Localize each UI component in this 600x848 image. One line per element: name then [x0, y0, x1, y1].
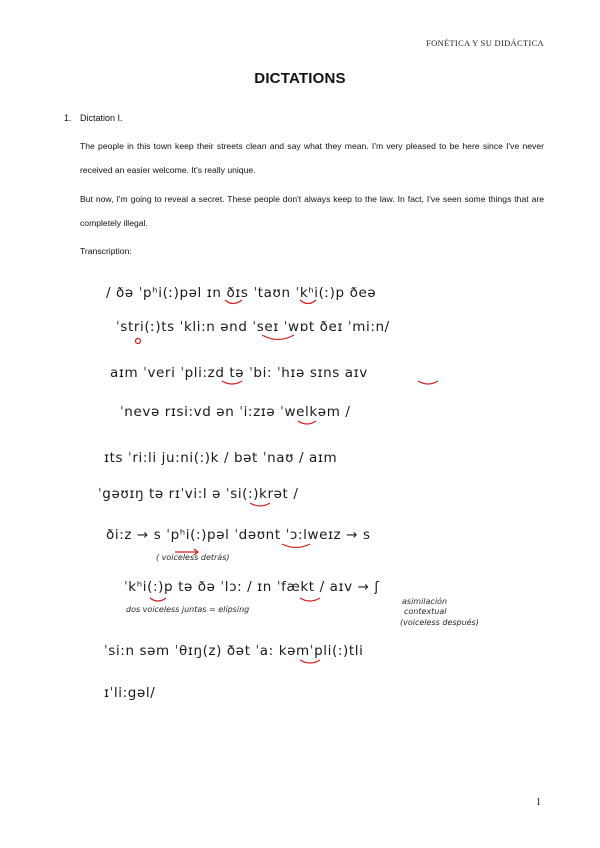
transcription-line-1: / ðə ˈpʰi(ː)pəl ɪn ðɪs ˈtaʊn ˈkʰi(ː)p ðeə: [106, 285, 377, 301]
paragraph-1: The people in this town keep their streets clean and say what they mean. I'm very pleased to be here since I've never received an easier welcome. It's really unique.: [80, 141, 544, 175]
linking-arc-mark: [298, 421, 316, 424]
linking-arc-mark: [282, 544, 310, 548]
transcription-line-4: ˈnevə rɪsi:vd ən ˈi:zɪə ˈwelkəm /: [120, 404, 351, 420]
linking-arc-mark: [150, 598, 166, 601]
linking-arc-mark: [418, 381, 438, 384]
linking-arc-mark: [250, 503, 270, 506]
page-title: DICTATIONS: [254, 70, 346, 87]
transcription-line-6: ˈgəʊɪŋ tə rɪˈvi:l ə ˈsi(:)krət /: [98, 486, 299, 502]
correction-circle-mark: [136, 339, 141, 344]
transcription-line-9: ˈsi:n səm ˈθɪŋ(z) ðət ˈa: kəmˈpli(:)tli: [104, 643, 364, 659]
running-header: FONÉTICA Y SU DIDÁCTICA: [426, 38, 544, 48]
section-title: Dictation I.: [80, 113, 123, 123]
transcription-line-2: ˈstri(ː)ts ˈkli:n ənd ˈseɪ ˈwɒt ðeɪ ˈmi:n/: [116, 319, 390, 335]
paragraph-2: But now, I'm going to reveal a secret. These people don't always keep to the law. In fact, I've seen some things that are completely illegal.: [80, 194, 544, 228]
annotation-voiceless-detras: ( voiceless detrás): [156, 553, 230, 562]
transcription-label: Transcription:: [80, 246, 132, 256]
transcription-line-10: ɪˈli:gəl/: [104, 685, 156, 701]
transcription-line-3: aɪm ˈveri ˈpli:zd tə ˈbi: ˈhɪə sɪns aɪv: [110, 365, 368, 381]
linking-arc-mark: [222, 381, 242, 384]
page-number: 1: [536, 797, 541, 808]
linking-arc-mark: [262, 335, 294, 340]
transcription-line-5: ɪts ˈri:li ju:ni(:)k / bət ˈnaʊ / aɪm: [104, 450, 338, 466]
annotation-asimilacion: asimilación: [402, 597, 448, 606]
annotation-elipsing: dos voiceless juntas = elipsing: [126, 605, 250, 614]
transcription-line-8: ˈkʰi(:)p tə ðə ˈlɔ: / ɪn ˈfækt / aɪv → ʃ: [124, 579, 380, 595]
linking-arc-mark: [300, 598, 320, 601]
section-number: 1.: [64, 113, 72, 123]
annotation-contextual: contextual: [404, 607, 447, 616]
annotation-voiceless-despues: (voiceless después): [400, 618, 479, 627]
linking-arc-mark: [300, 660, 320, 663]
transcription-line-7: ði:z → s ˈpʰi(:)pəl ˈdəʊnt ˈɔ:lweɪz → s: [106, 527, 371, 543]
